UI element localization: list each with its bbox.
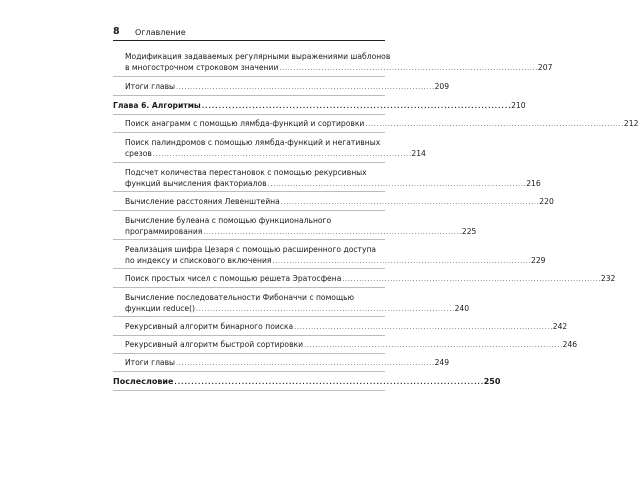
toc-afterword [113,377,501,389]
toc-entry-text: Итоги главы [125,358,176,367]
dot-leader [279,63,537,75]
toc-entry [125,82,450,94]
running-title: Оглавление [135,28,186,37]
toc-entry [125,197,554,209]
divider [113,162,385,163]
divider [113,390,385,391]
toc-page-number: 240 [454,303,470,313]
toc-page-number: 214 [411,148,426,158]
toc-entry-text: Поиск палиндромов с помощью лямбда-функций и негативных [125,138,381,147]
toc-entry [125,245,546,267]
divider [113,268,385,269]
toc-page-number: 207 [537,62,553,72]
toc-entry [125,216,477,238]
toc-entry [125,138,426,160]
toc-chapter-title: Глава 6. Алгоритмы [113,101,201,110]
divider [113,335,385,336]
toc-entry-text: Поиск анаграмм с помощью лямбда-функций и сортировки [125,119,365,128]
toc-chapter [113,101,526,113]
divider [113,210,385,211]
dot-leader [281,197,539,209]
divider [113,287,385,288]
toc-page-number: 212 [623,119,638,128]
toc-entry-text: Поиск простых чисел с помощью решета Эратосфена [125,274,342,283]
divider [113,114,385,115]
toc-entry-text: по индексу и спискового включения [125,255,272,265]
toc-entry-text: срезов [125,148,152,158]
toc-entry [125,168,541,190]
toc-entry [125,119,638,131]
toc-page-number: 209 [434,82,450,91]
page-number: 8 [113,26,120,37]
toc-page-number: 250 [483,377,501,386]
dot-leader [365,119,623,131]
toc-page-number: 225 [461,226,477,236]
dot-leader [196,304,454,316]
toc-entry-text: Рекурсивный алгоритм быстрой сортировки [125,340,304,349]
divider [113,316,385,317]
dot-leader [176,358,434,370]
toc-entry-text: Вычисление булеана с помощью функционального [125,216,332,225]
toc-entry-text: функций вычисления факториалов [125,178,267,188]
dot-leader [174,377,482,389]
toc-entry [125,274,616,286]
toc-entry-text: Реализация шифра Цезаря с помощью расширенного доступа [125,245,377,254]
toc-page-number: 220 [539,197,554,206]
divider [113,76,385,77]
dot-leader [203,227,461,239]
toc-entry [125,52,553,74]
divider [113,132,385,133]
toc-entry-text: Модификация задаваемых регулярными выражениями шаблонов [125,52,391,61]
toc-entry-text: Вычисление расстояния Левенштейна [125,197,280,206]
divider [113,239,385,240]
toc-page-number: 232 [600,274,616,283]
toc-page-number: 229 [531,255,546,265]
dot-leader [272,256,530,268]
divider [113,371,385,372]
toc-entry-text: Итоги главы [125,82,176,91]
toc-entry-text: Рекурсивный алгоритм бинарного поиска [125,322,294,331]
toc-entry-text: в многострочном строковом значении [125,62,279,72]
divider [113,353,385,354]
dot-leader [342,274,600,286]
dot-leader [202,101,510,113]
toc-entry-text: программирования [125,226,203,236]
running-header [113,26,385,41]
dot-leader [294,322,552,334]
dot-leader [176,82,434,94]
toc-entry [125,340,578,352]
dot-leader [153,149,411,161]
dot-leader [268,179,526,191]
toc-page-number: 249 [434,358,450,367]
toc-entry [125,293,470,315]
toc-entry-text: Подсчет количества перестановок с помощью рекурсивных [125,168,367,177]
toc-page-number: 242 [552,322,568,331]
divider [113,95,385,96]
dot-leader [304,340,562,352]
toc-entry-text: Вычисление последовательности Фибоначчи с помощью [125,293,354,302]
toc-page-number: 216 [526,178,541,188]
toc-afterword-title: Послесловие [113,377,174,386]
toc-entry [125,322,568,334]
toc-page-number: 246 [562,340,578,349]
toc-page-number: 210 [511,101,526,110]
divider [113,191,385,192]
toc-entry [125,358,450,370]
toc-entry-text: функции reduce() [125,303,196,313]
